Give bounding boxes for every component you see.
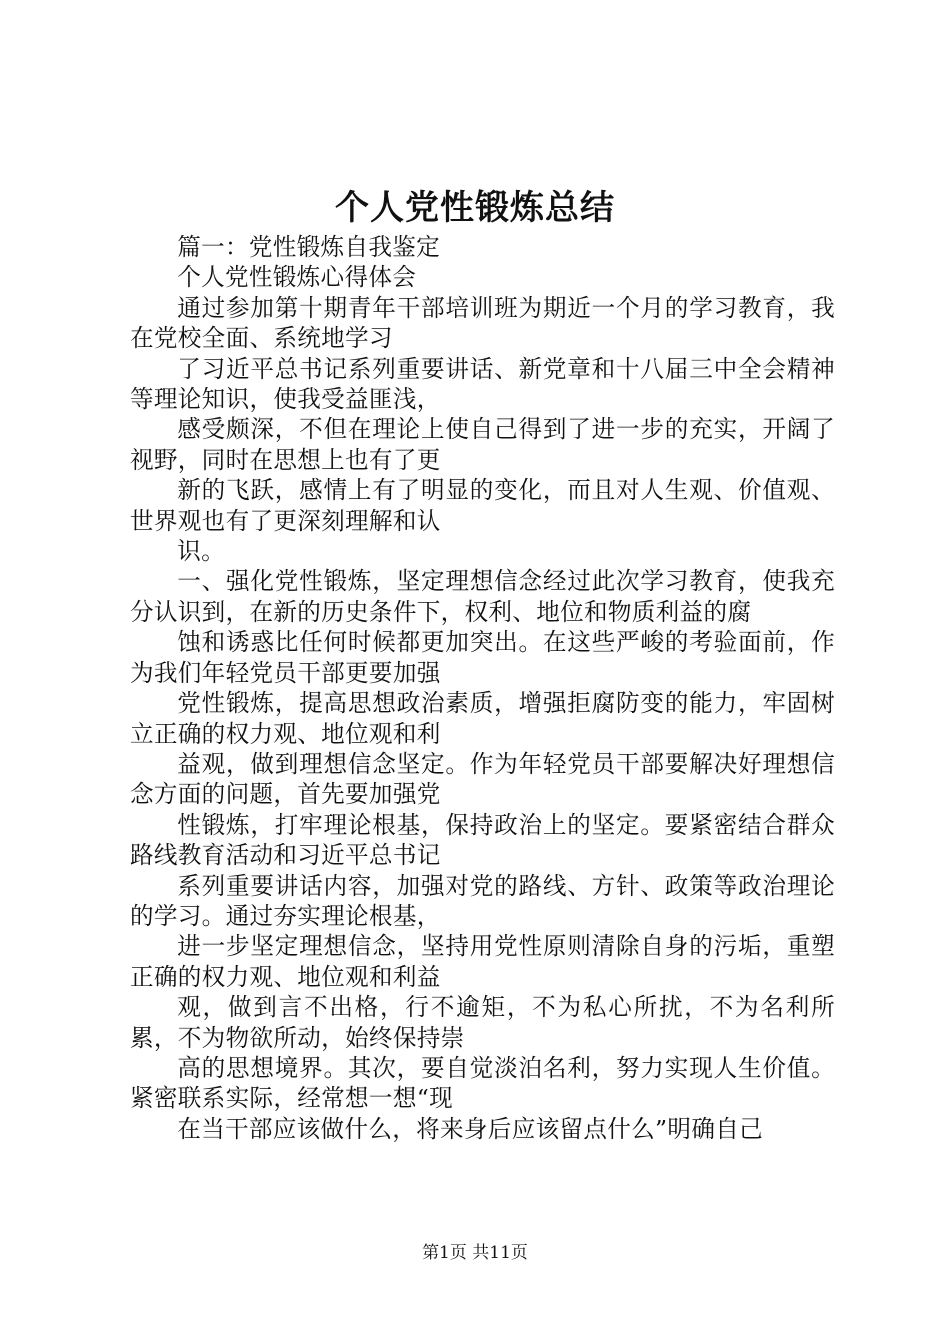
paragraph-11: 益观，做到理想信念坚定。作为年轻党员干部要解决好理想信念方面的问题，首先要加强党: [130, 749, 835, 809]
paragraph-14: 进一步坚定理想信念，坚持用党性原则清除自身的污垢，重塑正确的权力观、地位观和利益: [130, 932, 835, 991]
paragraph-8: 一、强化党性锻炼，坚定理想信念经过此次学习教育，使我充分认识到，在新的历史条件下，权利、地位和物质利益的腐: [130, 567, 835, 626]
paragraph-10: 党性锻炼，提高思想政治素质，增强拒腐防变的能力，牢固树立正确的权力观、地位观和利: [130, 689, 835, 748]
paragraph-1: 篇一：党性锻炼自我鉴定: [177, 233, 441, 261]
paragraph-17: 在当干部应该做什么，将来身后应该留点什么”明确自己: [177, 1114, 763, 1143]
page-number-footer: 第1页 共11页: [422, 1243, 528, 1263]
paragraph-15: 观，做到言不出格，行不逾矩，不为私心所扰，不为名利所累，不为物欲所动，始终保持崇: [130, 993, 835, 1052]
paragraph-6: 新的飞跃，感情上有了明显的变化，而且对人生观、价值观、世界观也有了更深刻理解和认: [130, 476, 835, 535]
document-body: [130, 232, 835, 1144]
page-title: 个人党性锻炼总结: [335, 188, 615, 228]
paragraph-16: 高的思想境界。其次，要自觉淡泊名利，努力实现人生价值。紧密联系实际，经常想一想“现: [130, 1053, 835, 1113]
paragraph-12: 性锻炼，打牢理论根基，保持政治上的坚定。要紧密结合群众路线教育活动和习近平总书记: [130, 810, 835, 870]
paragraph-2: 个人党性锻炼心得体会: [177, 263, 417, 292]
paragraph-13: 系列重要讲话内容，加强对党的路线、方针、政策等政治理论的学习。通过夯实理论根基，: [130, 871, 835, 930]
paragraph-7: 识。: [177, 537, 225, 566]
paragraph-3: 通过参加第十期青年干部培训班为期近一个月的学习教育，我在党校全面、系统地学习: [130, 293, 835, 353]
paragraph-5: 感受颇深，不但在理论上使自己得到了进一步的充实，开阔了视野，同时在思想上也有了更: [130, 415, 835, 474]
paragraph-4: 了习近平总书记系列重要讲话、新党章和十八届三中全会精神等理论知识，使我受益匪浅，: [130, 354, 835, 414]
paragraph-9: 蚀和诱惑比任何时候都更加突出。在这些严峻的考验面前，作为我们年轻党员干部更要加强: [130, 628, 835, 687]
